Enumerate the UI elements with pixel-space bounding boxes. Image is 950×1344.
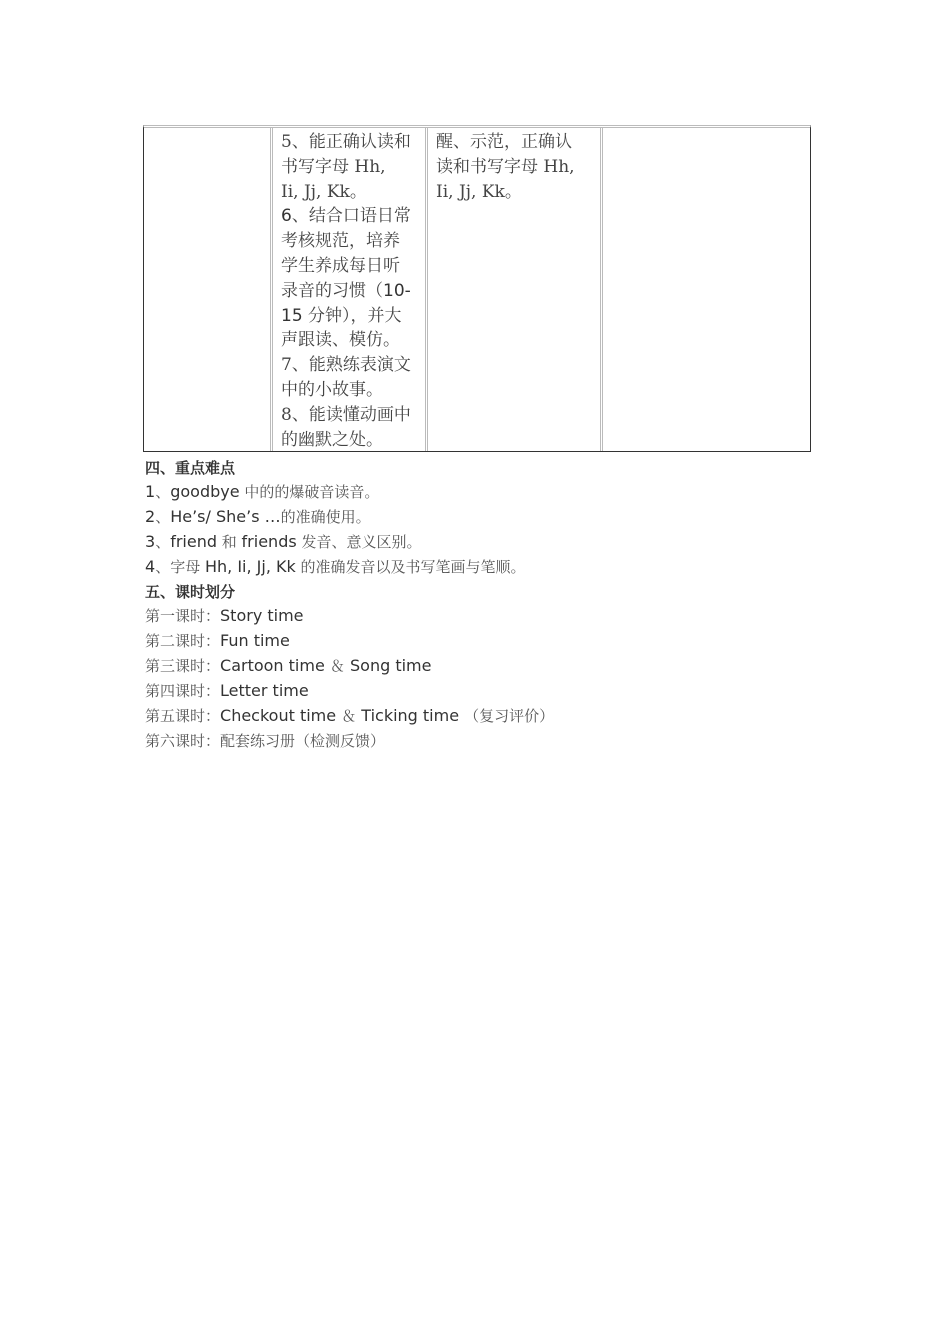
lesson-item — [145, 681, 309, 701]
lesson-item-segment: 第二课时： — [145, 632, 221, 650]
objective-line — [281, 130, 411, 155]
objective-line — [281, 428, 411, 453]
methods-cell-text — [436, 130, 575, 204]
section-heading-key-points: 四、重点难点 — [145, 459, 236, 477]
key-point-item-segment: 发音、意义区别。 — [296, 533, 422, 551]
key-point-item-segment: Hh, Ii, Jj, Kk — [204, 557, 296, 576]
objective-line-segment: 8、能读懂动画中 — [281, 404, 411, 425]
lesson-item — [145, 606, 304, 626]
key-point-item — [145, 557, 526, 577]
objective-line-segment: 声跟读、模仿。 — [281, 330, 400, 351]
key-point-item-segment: goodbye — [170, 482, 240, 501]
key-point-item-segment: 的准确发音以及书写笔画与笔顺。 — [295, 558, 526, 576]
lesson-item — [145, 656, 431, 676]
lesson-item-segment: Story time — [220, 606, 304, 625]
objective-line — [281, 403, 411, 428]
objective-line-segment: 10- — [383, 280, 411, 301]
section-heading-lesson-plan: 五、课时划分 — [145, 583, 236, 601]
key-point-item — [145, 532, 421, 552]
objective-line-segment: 6 — [281, 206, 292, 227]
objectives-cell-text — [281, 130, 411, 452]
objective-line-segment: 分钟），并大 — [302, 305, 402, 326]
key-point-item-segment: He’s/ She’s … — [170, 507, 281, 526]
lesson-item-segment: （复习评价） — [464, 707, 555, 725]
key-point-item-segment: 、 — [155, 483, 171, 501]
table-column-3 — [428, 128, 603, 451]
objective-line-segment: 5、能正确认读和 — [281, 132, 411, 152]
lesson-item-segment: ＆ — [341, 707, 357, 725]
objective-line — [281, 180, 411, 205]
objectives-table — [143, 125, 811, 452]
key-point-item-segment: 1 — [145, 482, 156, 501]
key-point-item-segment: 4 — [145, 557, 156, 576]
objective-line-segment: 15 — [281, 305, 303, 326]
objective-line — [281, 378, 411, 403]
objective-line — [281, 254, 411, 279]
objective-line-segment: Ii, Jj, Kk。 — [281, 181, 367, 202]
method-line: 读和书写字母 Hh, — [436, 156, 575, 177]
key-point-item — [145, 482, 379, 502]
lesson-item — [145, 706, 554, 726]
key-point-item-segment: 3 — [145, 532, 156, 551]
lesson-item-segment: 第一课时： — [145, 607, 221, 625]
lesson-item-segment: Fun time — [220, 631, 290, 650]
method-line: Ii, Jj, Kk。 — [436, 181, 522, 202]
table-column-1 — [144, 128, 270, 451]
objective-line-segment: 、结合口语日常 — [291, 206, 411, 227]
lesson-item-segment: 第六课时：配套练习册（检测反馈） — [145, 732, 386, 750]
lesson-item — [145, 631, 290, 651]
lesson-item-segment: Checkout time — [220, 706, 342, 725]
objective-line-segment: 书写字母 Hh, — [281, 156, 386, 177]
lesson-item-segment: 第四课时： — [145, 682, 221, 700]
objective-line — [281, 279, 411, 304]
key-point-item-segment: 、字母 — [155, 558, 205, 576]
key-point-item-segment: 和 — [217, 533, 242, 551]
objective-line — [281, 304, 411, 329]
key-point-item-segment: friend — [170, 532, 217, 551]
objective-line — [281, 328, 411, 353]
table-column-2 — [270, 128, 428, 451]
method-line: 醒、示范，正确认 — [436, 132, 572, 152]
key-point-item-segment: 中的的爆破音读音。 — [239, 483, 380, 501]
lesson-item-segment: Song time — [344, 656, 432, 675]
objective-line — [281, 155, 411, 180]
objective-line-segment: 录音的习惯（ — [281, 280, 383, 301]
lesson-item-segment: Ticking time — [356, 706, 465, 725]
objective-line-segment: 学生养成每日听 — [281, 255, 400, 276]
lesson-item-segment: 第三课时： — [145, 657, 221, 675]
key-point-item-segment: friends — [241, 532, 297, 551]
objective-line — [281, 204, 411, 229]
lesson-item-segment: Cartoon time — [220, 656, 330, 675]
objective-line-segment: 的幽默之处。 — [281, 429, 383, 450]
objective-line-segment: 中的小故事。 — [281, 379, 383, 400]
key-point-item — [145, 507, 371, 527]
table-column-4 — [603, 128, 810, 451]
key-point-item-segment: 、 — [155, 508, 171, 526]
objective-line — [281, 353, 411, 378]
lesson-item — [145, 731, 385, 751]
objective-line-segment: 7、能熟练表演文 — [281, 355, 411, 376]
objective-line-segment: 考核规范，培养 — [281, 231, 400, 252]
key-point-item-segment: 2 — [145, 507, 156, 526]
key-point-item-segment: 的准确使用。 — [280, 508, 371, 526]
lesson-item-segment: Letter time — [220, 681, 309, 700]
key-point-item-segment: 、 — [155, 533, 171, 551]
lesson-item-segment: 第五课时： — [145, 707, 221, 725]
objective-line — [281, 229, 411, 254]
lesson-item-segment: ＆ — [329, 657, 345, 675]
